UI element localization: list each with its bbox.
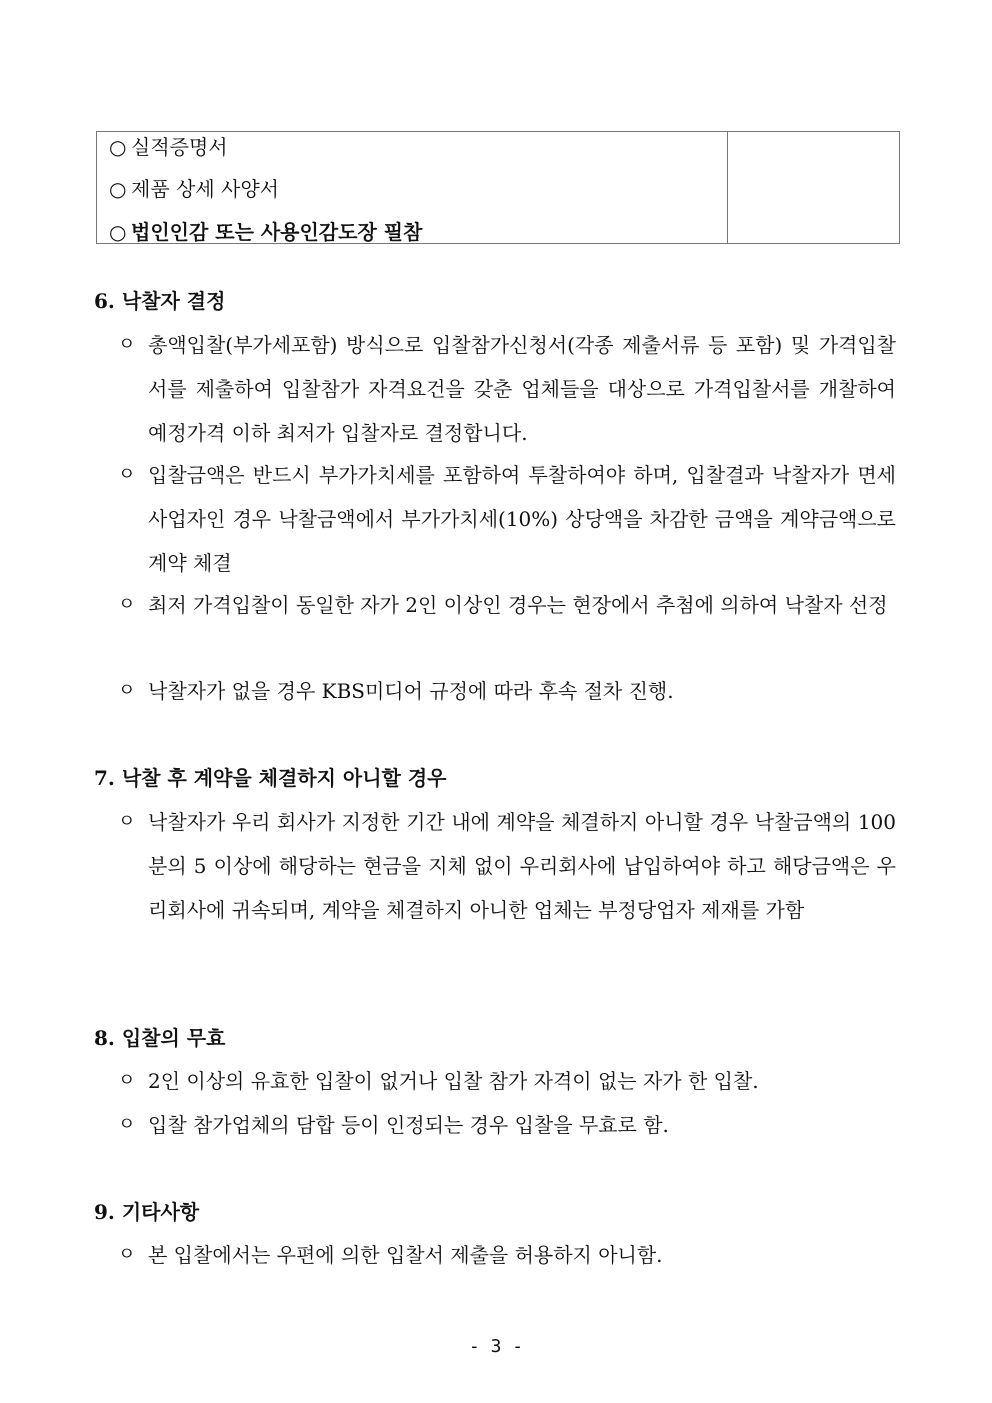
circle-mark: ○ <box>109 220 127 244</box>
list-item <box>118 669 896 713</box>
list-item <box>118 800 896 932</box>
table-row <box>109 219 422 245</box>
table-row-text: 법인인감 또는 사용인감도장 필참 <box>131 220 423 244</box>
bullet-mark: ㅇ <box>118 1244 136 1265</box>
page-number: - 3 - <box>468 1336 524 1357</box>
list-item-text: 낙찰자가 없을 경우 KBS미디어 규정에 따라 후속 절차 진행. <box>148 679 674 703</box>
bullet-mark: ㅇ <box>118 464 136 485</box>
list-item-text: 입찰금액은 반드시 부가가치세를 포함하여 투찰하여야 하며, 입찰결과 낙찰자가 면세사업자인 경우 낙찰금액에서 부가가치세(10%) 상당액을 차감한 금액을 계약금액으로 계약 체결 <box>148 463 896 575</box>
section-heading-9: 9. 기타사항 <box>94 1200 200 1224</box>
bullet-mark: ㅇ <box>118 594 136 615</box>
list-item <box>118 1059 896 1103</box>
bullet-mark: ㅇ <box>118 811 136 832</box>
list-item-text: 최저 가격입찰이 동일한 자가 2인 이상인 경우는 현장에서 추첨에 의하여 낙찰자 선정 <box>148 593 888 617</box>
section-heading-7: 7. 낙찰 후 계약을 체결하지 아니할 경우 <box>94 766 447 790</box>
documents-table <box>96 131 900 244</box>
section-heading-6: 6. 낙찰자 결정 <box>94 289 226 313</box>
circle-mark: ○ <box>109 177 127 201</box>
list-item-text: 입찰 참가업체의 담합 등이 인정되는 경우 입찰을 무효로 함. <box>148 1113 669 1137</box>
list-item-text: 본 입찰에서는 우편에 의한 입찰서 제출을 허용하지 아니함. <box>148 1243 663 1267</box>
bullet-mark: ㅇ <box>118 1070 136 1091</box>
bullet-mark: ㅇ <box>118 334 136 355</box>
bullet-mark: ㅇ <box>118 680 136 701</box>
table-column-divider <box>727 132 728 243</box>
list-item-text: 낙찰자가 우리 회사가 지정한 기간 내에 계약을 체결하지 아니할 경우 낙찰금액의 100분의 5 이상에 해당하는 현금을 지체 없이 우리회사에 납입하여야 하고 해당금액은 우리회사에 귀속되며, 계약을 체결하지 아니한 업체는 부정당업자 제재를 가함 <box>148 810 896 922</box>
list-item <box>118 323 896 455</box>
list-item <box>118 583 896 627</box>
table-row-text: 실적증명서 <box>131 135 228 159</box>
list-item <box>118 1103 896 1147</box>
table-row <box>109 176 279 202</box>
section-heading-8: 8. 입찰의 무효 <box>94 1026 226 1050</box>
list-item <box>118 453 896 585</box>
table-row <box>109 134 228 160</box>
list-item-text: 2인 이상의 유효한 입찰이 없거나 입찰 참가 자격이 없는 자가 한 입찰. <box>148 1069 759 1093</box>
list-item <box>118 1233 896 1277</box>
bullet-mark: ㅇ <box>118 1114 136 1135</box>
table-row-text: 제품 상세 사양서 <box>131 177 279 201</box>
list-item-text: 총액입찰(부가세포함) 방식으로 입찰참가신청서(각종 제출서류 등 포함) 및 가격입찰서를 제출하여 입찰참가 자격요건을 갖춘 업체들을 대상으로 가격입찰서를 개찰하여 예정가격 이하 최저가 입찰자로 결정합니다. <box>148 333 896 445</box>
circle-mark: ○ <box>109 135 127 159</box>
